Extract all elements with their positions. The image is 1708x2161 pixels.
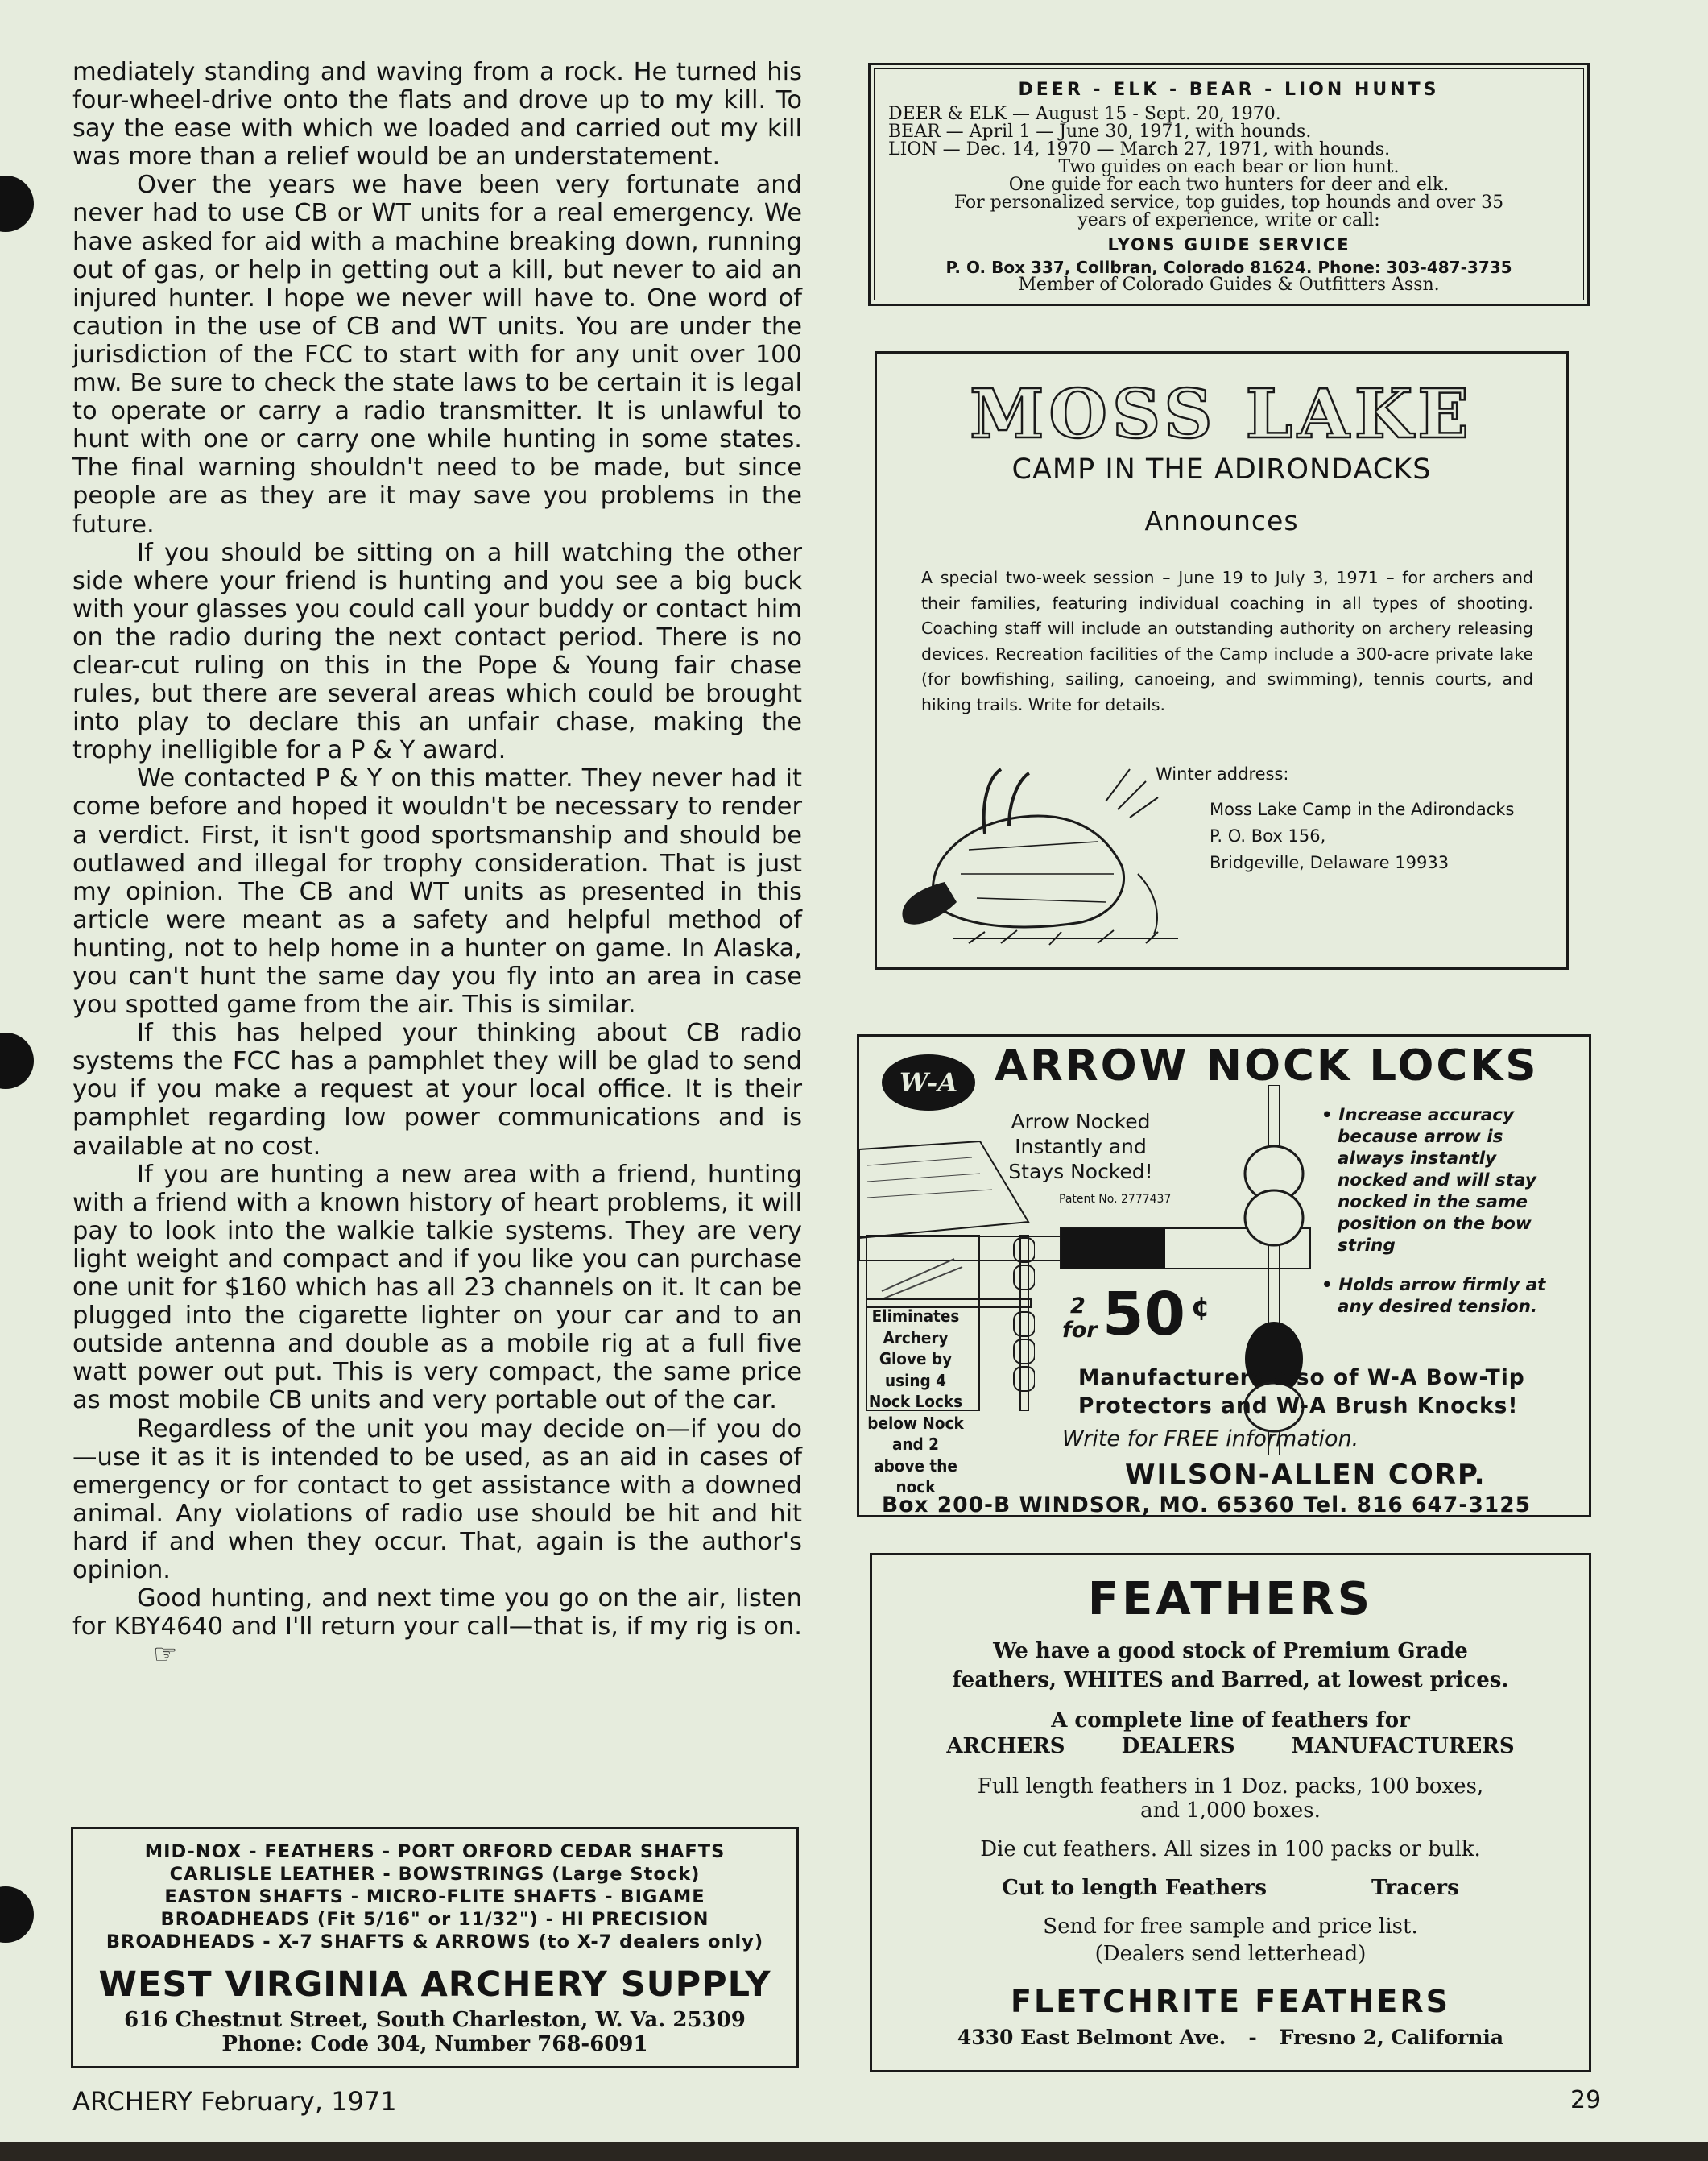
binder-hole (0, 1033, 34, 1089)
season-lion: LION — Dec. 14, 1970 — March 27, 1971, with hounds. (888, 139, 1391, 159)
address-line: Bridgeville, Delaware 19933 (1210, 853, 1450, 872)
binder-hole (0, 176, 34, 232)
feature-list (1321, 1104, 1563, 1335)
beaver-illustration (888, 753, 1194, 959)
company-name: FLETCHRITE FEATHERS (1011, 1984, 1450, 2019)
address-line: Moss Lake Camp in the Adirondacks (1210, 800, 1515, 819)
product-line: MID-NOX - FEATHERS - PORT ORFORD CEDAR SHAFTS (144, 1841, 726, 1862)
guides-line: One guide for each two hunters for deer and elk. (1008, 175, 1450, 195)
article-paragraph: Over the years we have been very fortunate and never had to use CB or WT units for a real emergency. We have asked for aid with a machine breaking down, running out of gas, or help in getting out a kill, but never to aid an injured hunter. I hope we never will have to. One word of caution in the use of CB and WT units. You are under the jurisdiction of the FCC to start with for any unit over 100 mw. Be sure to check the state laws to be certain it is legal to operate or carry a radio transmitter. It is unlawful to hunt with one or carry one while hunting in some states. The final warning shouldn't need to be made, but since people are as they are it may save you problems in the future. (72, 171, 802, 539)
product-list (73, 1840, 796, 1953)
sample-line: Send for free sample and price list. (1043, 1915, 1418, 1939)
company-name: WILSON-ALLEN CORP. (1125, 1459, 1487, 1491)
cut-length-line: Cut to length Feathers Tracers (1002, 1876, 1459, 1900)
ad-body: A special two-week session – June 19 to July 3, 1971 – for archers and their families, featuring individual coaching in all types of shooting. Coaching staff will include an outstanding authority on archery releasing devices. Recreation facilities of the Camp include a 300-acre private lake (for bowfishing, sailing, canoeing, and swimming), tennis courts, and hiking trails. Write for details. (921, 568, 1533, 714)
wa-logo (879, 1051, 978, 1114)
scan-edge (0, 2142, 1708, 2161)
article-paragraph: If you are hunting a new area with a friend, hunting with a friend with a known history of heart problems, it will pay to look into the walkie talkie systems. They are very light weight and compact and if you like you can purchase one unit for $160 which has all 23 channels on it. It can be plugged into the cigarette lighter on your car and to an outside antenna and double as a mobile rig at a full five watt power out put. This is very compact, the same price as most mobile CB units and very portable out of the car. (72, 1160, 802, 1415)
service-line: years of experience, write or call: (1077, 210, 1380, 230)
article-paragraph: We contacted P & Y on this matter. They never had it come before and hoped it wouldn't be necessary to render a verdict. First, it isn't good sportsmanship and should be outlawed and illegal for trophy consideration. That is just my opinion. The CB and WT units as presented in this article were meant as a safety and helpful method of hunting, not to help home in a hunter on game. In Alaska, you can't hunt the same day you fly into an area in case you spotted game from the air. This is similar. (72, 764, 802, 1020)
feature-item: • Increase accuracy because arrow is always instantly nocked and will stay nocked in the same position on the bow string (1321, 1105, 1536, 1256)
article-paragraph: Regardless of the unit you may decide on—if you do—use it as it is intended to be used, as an aid in cases of emergency or for contact to get assistance with a downed animal. Any violations of radio use should be hit and hit hard if and when they occur. That, again is the author's opinion. (72, 1414, 802, 1584)
article-column (72, 58, 802, 1670)
article-paragraph: If you should be sitting on a hill watching the other side where your friend is hunting and you see a big buck with your glasses you could call your buddy or contact him on the radio during the next contact period. There is no clear-cut ruling on this in the Pope & Young fair chase rules, but there are several areas which could be brought into play to declare this an unfair chase, making the trophy inelligible for a P & Y award. (72, 538, 802, 765)
full-length-line: Full length feathers in 1 Doz. packs, 100 boxes, (977, 1774, 1484, 1799)
complete-line: A complete line of feathers for (1051, 1708, 1410, 1733)
price: 50 (1102, 1280, 1185, 1349)
logo-text: W-A (899, 1067, 958, 1098)
article-paragraph: If this has helped your thinking about CB radio systems the FCC has a pamphlet they will be glad to send you if you make a request at your local office. It is their pamphlet regarding low power communications and is available at no cost. (72, 1019, 802, 1161)
dealers-line: (Dealers send letterhead) (1094, 1942, 1367, 1966)
announces: Announces (1144, 505, 1299, 536)
company-address (73, 2008, 796, 2056)
company-address: 4330 East Belmont Ave. - Fresno 2, California (957, 2026, 1504, 2049)
product-line: CARLISLE LEATHER - BOWSTRINGS (Large Stock) (169, 1864, 701, 1885)
winter-address (1210, 797, 1514, 876)
ad-west-virginia-archery (71, 1827, 799, 2068)
cents-symbol: ¢ (1191, 1291, 1210, 1323)
membership: Member of Colorado Guides & Outfitters Assn. (1018, 275, 1440, 295)
nocked-caption: Arrow Nocked Instantly and Stays Nocked! (1008, 1110, 1153, 1183)
company-name: WEST VIRGINIA ARCHERY SUPPLY (98, 1964, 771, 2005)
feature-item: • Holds arrow firmly at any desired tension. (1321, 1275, 1546, 1317)
stock-line: We have a good stock of Premium Grade (993, 1639, 1468, 1663)
page-number: 29 (1570, 2086, 1602, 2114)
company-address: Box 200-B WINDSOR, MO. 65360 Tel. 816 647-3125 (882, 1492, 1532, 1517)
closing-text: Good hunting, and next time you go on the air, listen for KBY4640 and I'll return your call—that is, if my rig is on. (72, 1584, 802, 1641)
die-cut-line: Die cut feathers. All sizes in 100 packs or bulk. (980, 1837, 1481, 1861)
season-deer-elk: DEER & ELK — August 15 - Sept. 20, 1970. (888, 104, 1281, 124)
full-length-line: and 1,000 boxes. (1140, 1799, 1321, 1823)
pointing-hand-icon: ☞ (153, 1638, 178, 1671)
binder-hole (0, 1886, 34, 1943)
season-bear: BEAR — April 1 — June 30, 1971, with hounds. (888, 122, 1312, 142)
ad-moss-lake-camp (875, 351, 1569, 970)
ad-heading: DEER - ELK - BEAR - LION HUNTS (1018, 80, 1440, 100)
ad-title: FEATHERS (1087, 1573, 1374, 1625)
patent-number: Patent No. 2777437 (1059, 1193, 1172, 1206)
article-paragraph: mediately standing and waving from a rock. He turned his four-wheel-drive onto the flats and drove up to my kill. To say the ease with which we loaded and carried out my kill was more than a relief would be an understatement. (72, 58, 802, 172)
price-quantity: 2 for (1062, 1294, 1098, 1343)
logo-text: MOSS LAKE (970, 374, 1474, 453)
service-line: For personalized service, top guides, top hounds and over 35 (953, 193, 1504, 213)
free-info: Write for FREE information. (1062, 1426, 1359, 1451)
winter-address-label: Winter address: (1156, 764, 1289, 784)
moss-lake-logo (877, 373, 1566, 453)
audience-line: ARCHERS DEALERS MANUFACTURERS (946, 1734, 1515, 1758)
street-address: 616 Chestnut Street, South Charleston, W. Va. 25309 (124, 2008, 746, 2032)
company-name: LYONS GUIDE SERVICE (1107, 235, 1350, 255)
product-line: BROADHEADS (Fit 5/16" or 11/32") - HI PRECISION (160, 1909, 709, 1930)
article-paragraph (72, 1584, 802, 1670)
ad-lyons-guide-service (868, 63, 1590, 306)
ad-title: ARROW NOCK LOCKS (995, 1041, 1539, 1091)
phone: Phone: Code 304, Number 768-6091 (221, 2032, 648, 2056)
glove-caption: Eliminates Archery Glove by using 4 Nock Locks below Nock and 2 above the nock (867, 1306, 964, 1497)
glove-panel (866, 1235, 1035, 1497)
ad-fletchrite-feathers (870, 1553, 1591, 2072)
product-line: BROADHEADS - X-7 SHAFTS & ARROWS (to X-7 dealers only) (105, 1931, 764, 1952)
manufacturers-line: Manufacturers also of W-A Bow-Tip Protectors and W-A Brush Knocks! (1078, 1365, 1525, 1418)
guides-line: Two guides on each bear or lion hunt. (1058, 157, 1400, 177)
camp-subtitle: CAMP IN THE ADIRONDACKS (1011, 453, 1432, 486)
address-line: P. O. Box 156, (1210, 826, 1326, 846)
footer-magazine-date: ARCHERY February, 1971 (72, 2086, 397, 2117)
stock-line: feathers, WHITES and Barred, at lowest prices. (952, 1668, 1509, 1692)
product-line: EASTON SHAFTS - MICRO-FLITE SHAFTS - BIGAME (164, 1886, 705, 1907)
ad-wilson-allen-nock-locks (857, 1034, 1591, 1517)
company-address: P. O. Box 337, Collbran, Colorado 81624. Phone: 303-487-3735 (945, 258, 1512, 277)
